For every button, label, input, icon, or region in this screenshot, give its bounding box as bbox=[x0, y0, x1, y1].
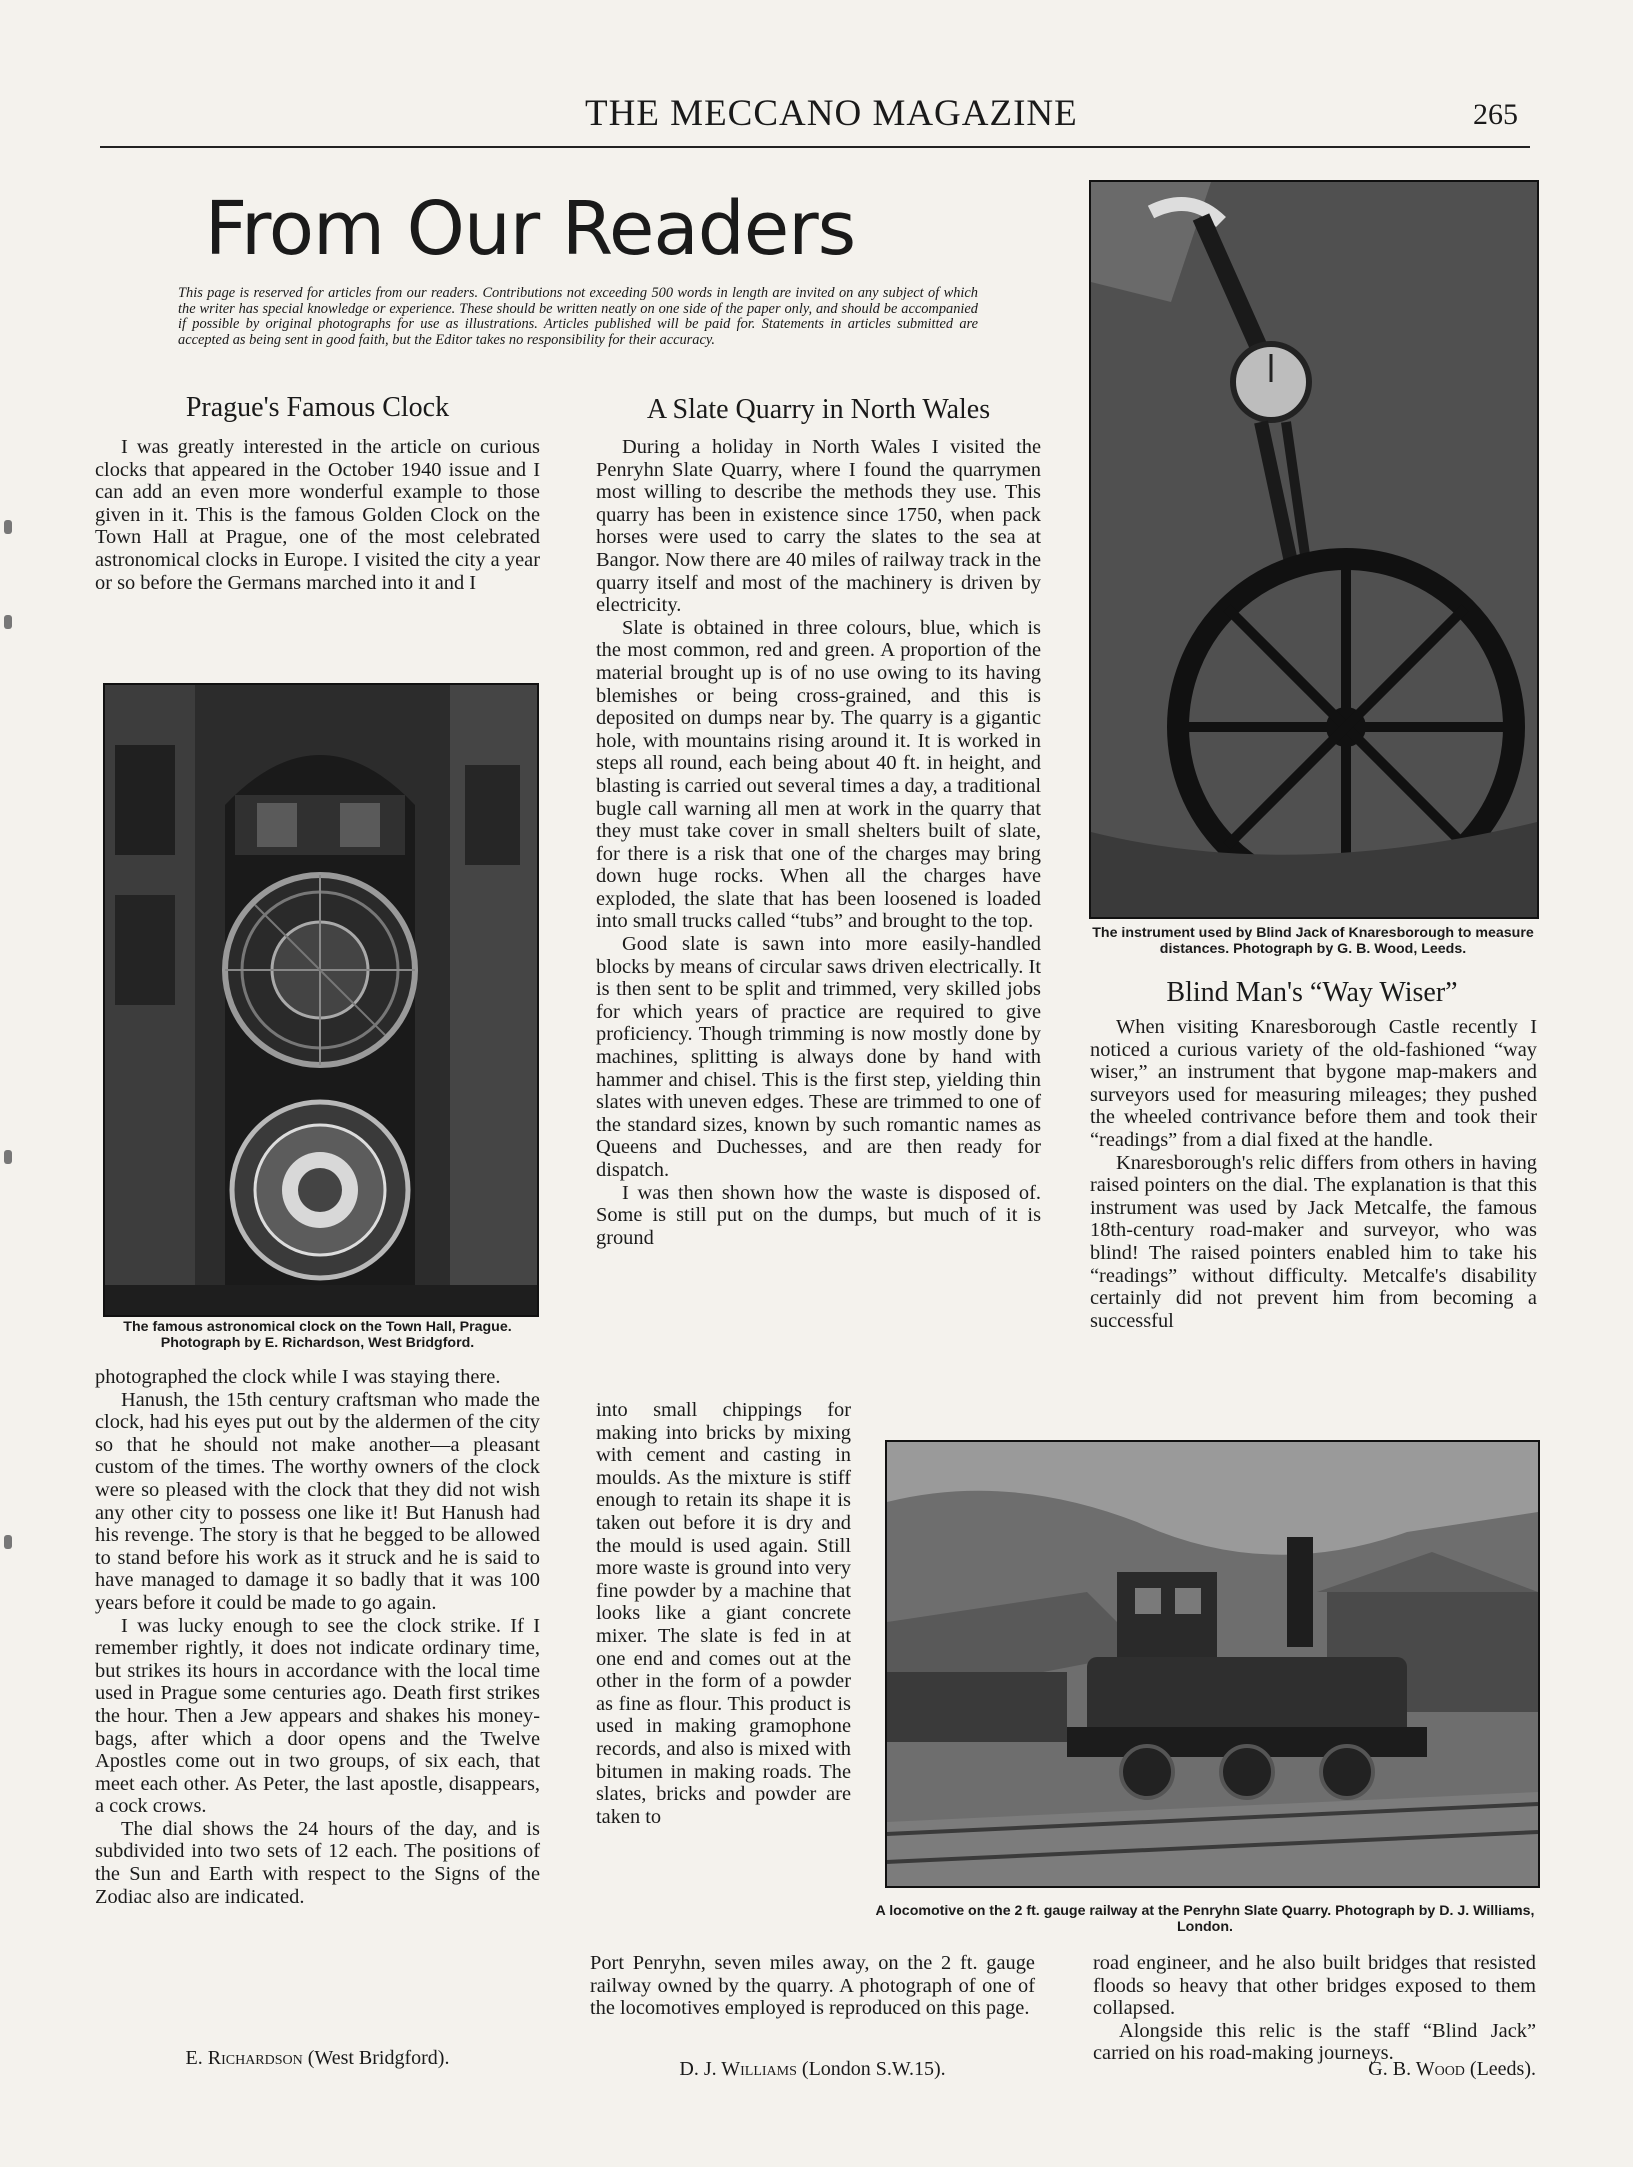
slate-paragraph-3: Good slate is sawn into more easily-handled blocks by means of circular saws driven electrically. It is then sent to be split and trimmed, very skilled jobs for which years of practice are required to give proficiency. Though trimming is now mostly done by machines, splitting is always done by hand with hammer and chisel. This is the first step, yielding thin slates with uneven edges. These are trimmed to one of the standard sizes, known by such romantic names as Queens and Duchesses, and are then ready for dispatch. bbox=[596, 933, 1041, 1181]
prague-clock-photo bbox=[103, 683, 539, 1317]
prague-paragraph-4: The dial shows the 24 hours of the day, and is subdivided into two sets of 12 each. The positions of the Sun and Earth with respect to the Signs of the Zodiac also are indicated. bbox=[95, 1817, 540, 1908]
slate-paragraph-2: Slate is obtained in three colours, blue, which is the most common, red and green. A proportion of the material brought up is of no use owing to its having blemishes or being cross-grained, and this is deposited on dumps near by. The quarry is a gigantic hole, with mountains rising around it. It is worked in steps all round, each being about 40 ft. in height, and blasting is carried out several times a day, a traditional bugle call warning all men at work in the quarry that they must take cover in small shelters built of slate, for there is a risk that one of the charges may bring down huge rocks. When all the charges have exploded, the slate that has been loosened is loaded into small trucks called “tubs” and brought to the top. bbox=[596, 616, 1041, 933]
slate-paragraph-4b: into small chippings for making into bricks by mixing with cement and casting in moulds. As the mixture is stiff enough to retain its shape it is taken out before it is dry and the mould is used again. Still more waste is ground into very fine powder by a machine that looks like a giant concrete mixer. The slate is fed in at one end and comes out at the other in the form of a powder as fine as flour. This product is used in making gramophone records, and also is mixed with bitumen in making roads. The slates, bricks and powder are taken to bbox=[596, 1399, 851, 1828]
margin-mark bbox=[4, 520, 12, 534]
prague-paragraph-1-cont: photographed the clock while I was staying there. bbox=[95, 1366, 501, 1388]
way-wiser-author: G. B. Wood bbox=[1368, 2058, 1465, 2080]
way-wiser-paragraph-2a: Knaresborough's relic differs from others in having raised pointers on the dial. The explanation is that this instrument was used by Jack Metcalfe, the famous 18th-century road-maker and surveyor, who was blind! The raised pointers enabled him to take his “readings” without difficulty. Metcalfe's disability certainly did not prevent him from becoming a successful bbox=[1090, 1151, 1537, 1332]
slate-heading: A Slate Quarry in North Wales bbox=[646, 394, 991, 425]
way-wiser-paragraph-3: Alongside this relic is the staff “Blind Jack” carried on his road-making journeys. bbox=[1093, 2019, 1536, 2065]
running-head bbox=[100, 86, 1530, 148]
margin-mark bbox=[4, 1150, 12, 1164]
way-wiser-photo bbox=[1089, 180, 1539, 919]
prague-signature bbox=[95, 2047, 540, 2070]
page-title: From Our Readers bbox=[204, 186, 856, 272]
page-number: 265 bbox=[1473, 98, 1518, 131]
prague-paragraph-2: Hanush, the 15th century craftsman who made the clock, had his eyes put out by the aldermen of the city so that he should not make another—a pleasant custom of the times. The worthy owners of the clock were so pleased with the clock that they did not wish any other city to possess one like it! But Hanush had his revenge. The story is that he begged to be allowed to stand before his work as it struck and he is said to have managed to damage it so badly that it was 100 years before it could be made to go again. bbox=[95, 1388, 540, 1614]
way-wiser-article-top bbox=[1090, 1016, 1537, 1332]
prague-heading: Prague's Famous Clock bbox=[185, 392, 450, 423]
way-wiser-paragraph-1: When visiting Knaresborough Castle recently I noticed a curious variety of the old-fashioned “way wiser,” an instrument that bygone map-makers and surveyors used for measuring mileages; they pushed the wheeled contrivance before them and took their “readings” from a dial fixed at the handle. bbox=[1090, 1016, 1537, 1151]
slate-paragraph-1: During a holiday in North Wales I visited the Penryhn Slate Quarry, where I found the quarrymen most willing to describe the methods they use. This quarry has been in existence since 1750, when pack horses were used to carry the slates to the sea at Bangor. Now there are 40 miles of railway track in the quarry itself and most of the machinery is driven by electricity. bbox=[596, 436, 1041, 617]
way-wiser-heading: Blind Man's “Way Wiser” bbox=[1166, 977, 1458, 1008]
slate-author-place: (London S.W.15). bbox=[801, 2058, 946, 2080]
prague-author-place: (West Bridgford). bbox=[307, 2047, 450, 2069]
way-wiser-article-bottom bbox=[1093, 1952, 1536, 2065]
slate-signature bbox=[590, 2058, 1035, 2081]
way-wiser-author-place: (Leeds). bbox=[1469, 2058, 1536, 2080]
way-wiser-instrument-image bbox=[1091, 182, 1537, 917]
slate-paragraph-4a: I was then shown how the waste is disposed of. Some is still put on the dumps, but much of it is ground bbox=[596, 1181, 1041, 1249]
way-wiser-photo-caption: The instrument used by Blind Jack of Knaresborough to measure distances. Photograph by G. B. Wood, Leeds. bbox=[1092, 925, 1534, 957]
prague-article-top bbox=[95, 436, 540, 594]
locomotive-photo-caption: A locomotive on the 2 ft. gauge railway at the Penryhn Slate Quarry. Photograph by D. J. Williams, London. bbox=[875, 1903, 1535, 1935]
way-wiser-paragraph-2b: road engineer, and he also built bridges that resisted floods so heavy that other bridges exposed to them collapsed. bbox=[1093, 1952, 1536, 2020]
way-wiser-signature bbox=[1093, 2058, 1536, 2081]
slate-author: D. J. Williams bbox=[679, 2058, 797, 2080]
slate-article-top bbox=[596, 436, 1041, 1249]
intro-note: This page is reserved for articles from our readers. Contributions not exceeding 500 words in length are invited on any subject of which the writer has special knowledge or experience. These should be written neatly on one side of the paper only, and should be accompanied if possible by original photographs for use as illustrations. Articles published will be paid for. Statements in articles submitted are accepted as being sent in good faith, but the Editor takes no responsibility for their accuracy. bbox=[178, 285, 978, 348]
prague-author: E. Richardson bbox=[185, 2047, 303, 2069]
prague-article-bottom bbox=[95, 1366, 540, 1908]
prague-paragraph-1: I was greatly interested in the article on curious clocks that appeared in the October 1940 issue and I can add an even more wonderful example to those given in it. This is the famous Golden Clock on the Town Hall at Prague, one of the most celebrated astronomical clocks in Europe. I visited the city a year or so before the Germans marched into it and I bbox=[95, 436, 540, 594]
astronomical-clock-image bbox=[105, 685, 537, 1315]
slate-article-narrow bbox=[596, 1399, 851, 1828]
prague-paragraph-3: I was lucky enough to see the clock strike. If I remember rightly, it does not indicate ordinary time, but strikes its hours in accordance with the local time used in Prague some centuries ago. Death first strikes the hour. Then a Jew appears and shakes his money-bags, after which a door opens and the Twelve Apostles come out in two groups, of six each, that meet each other. As Peter, the last apostle, disappears, a cock crows. bbox=[95, 1614, 540, 1818]
prague-photo-caption: The famous astronomical clock on the Town Hall, Prague. Photograph by E. Richardson, West Bridgford. bbox=[123, 1319, 512, 1351]
locomotive-photo bbox=[885, 1440, 1540, 1888]
locomotive-image bbox=[887, 1442, 1538, 1886]
slate-article-bottom bbox=[590, 1952, 1035, 2020]
slate-paragraph-4c: Port Penryhn, seven miles away, on the 2 ft. gauge railway owned by the quarry. A photograph of one of the locomotives employed is reproduced on this page. bbox=[590, 1952, 1035, 2020]
margin-mark bbox=[4, 1535, 12, 1549]
margin-mark bbox=[4, 615, 12, 629]
magazine-title: THE MECCANO MAGAZINE bbox=[585, 93, 1078, 134]
